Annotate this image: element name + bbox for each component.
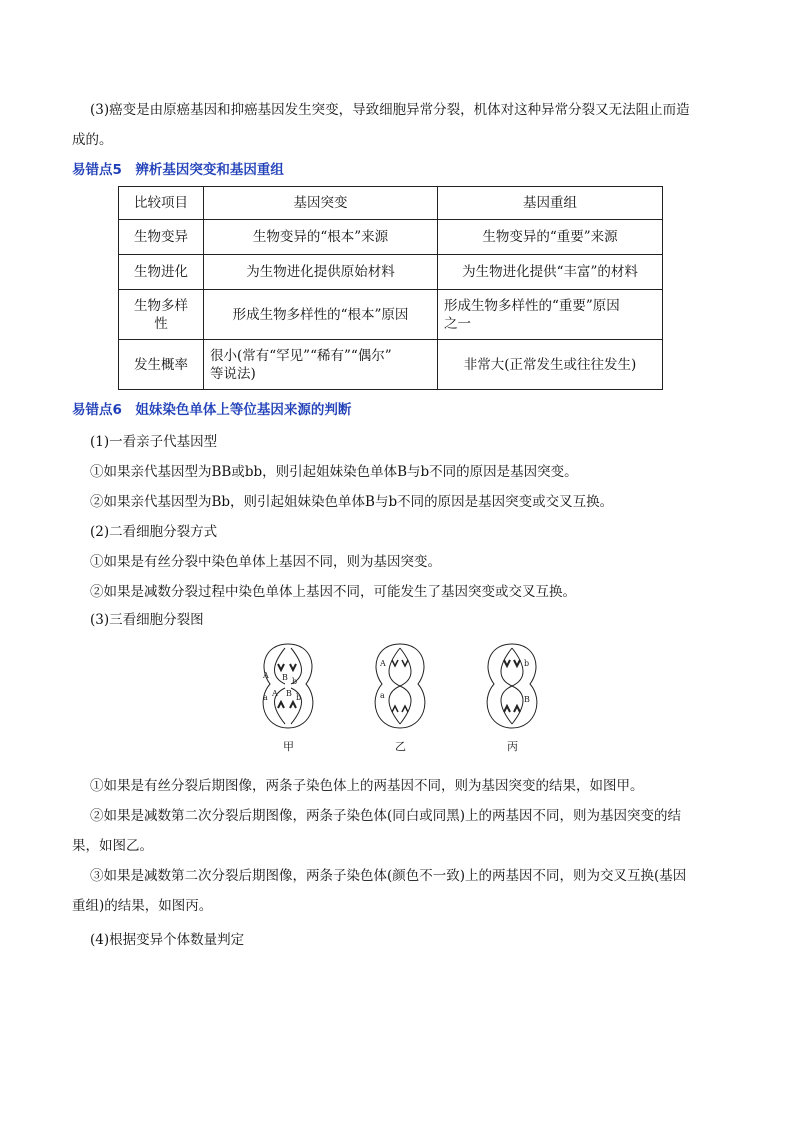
spindle-fiber xyxy=(501,648,523,724)
table-row xyxy=(119,290,663,340)
table-row xyxy=(119,340,663,390)
table-cell-line: 等说法) xyxy=(210,365,256,382)
section-1-title: (1)一看亲子代基因型 xyxy=(90,434,218,450)
section-1-item-b: ②如果亲代基因型为Bb，则引起姐妹染色单体B与b不同的原因是基因突变或交叉互换。 xyxy=(90,494,614,510)
table-cell-line: 形成生物多样性的“重要”原因 xyxy=(444,297,620,314)
cell-yi xyxy=(375,644,425,728)
table-header-cell: 基因突变 xyxy=(204,187,438,220)
gene-label: b xyxy=(292,677,298,686)
conclusion-2-line1: ②如果是减数第二次分裂后期图像，两条子染色体(同白或同黑)上的两基因不同，则为基因突变的结 xyxy=(90,808,682,824)
gene-label: A xyxy=(380,659,386,668)
table-cell: 为生物进化提供“丰富”的材料 xyxy=(438,255,663,290)
table-cell: 生物变异 xyxy=(119,220,204,255)
table-cell: 生物进化 xyxy=(119,255,204,290)
cell-division-figure xyxy=(250,636,550,736)
table-header-row xyxy=(119,187,663,220)
conclusion-2-line2: 果，如图乙。 xyxy=(72,838,153,854)
figure-caption-bing: 丙 xyxy=(507,740,518,753)
chromosome-mark xyxy=(278,664,296,708)
table-header-cell: 比较项目 xyxy=(119,187,204,220)
heading-error-point-6: 易错点6 姐妹染色单体上等位基因来源的判断 xyxy=(72,402,352,418)
section-4-title: (4)根据变异个体数量判定 xyxy=(90,932,245,948)
table-header-cell: 基因重组 xyxy=(438,187,663,220)
gene-label: b xyxy=(524,659,530,668)
table-cell: 为生物进化提供原始材料 xyxy=(204,255,438,290)
gene-label: b xyxy=(296,693,302,702)
cell-jia xyxy=(262,644,313,728)
table-cell: 生物变异的“重要”来源 xyxy=(438,220,663,255)
table-row xyxy=(119,255,663,290)
gene-label: B xyxy=(282,673,288,682)
section-2-item-b: ②如果是减数分裂过程中染色单体上基因不同，可能发生了基因突变或交叉互换。 xyxy=(90,584,576,600)
gene-label: A xyxy=(272,689,278,698)
section-2-title: (2)二看细胞分裂方式 xyxy=(90,524,218,540)
paragraph-cancer-line1: (3)癌变是由原癌基因和抑癌基因发生突变，导致细胞异常分裂，机体对这种异常分裂又无法阻止而造 xyxy=(90,102,690,118)
conclusion-3-line2: 重组)的结果，如图丙。 xyxy=(72,898,213,914)
gene-label: a xyxy=(263,693,268,702)
cell-bing xyxy=(487,644,537,728)
table-cell xyxy=(438,290,663,340)
figure-caption-yi: 乙 xyxy=(395,740,406,753)
gene-label: B xyxy=(286,689,292,698)
figure-caption-jia: 甲 xyxy=(283,740,294,753)
paragraph-cancer-line2: 成的。 xyxy=(72,132,113,148)
gene-label: A xyxy=(263,671,269,680)
conclusion-1: ①如果是有丝分裂后期图像，两条子染色体上的两基因不同，则为基因突变的结果，如图甲。 xyxy=(90,778,644,794)
table-cell xyxy=(204,340,438,390)
table-cell: 形成生物多样性的“根本”原因 xyxy=(204,290,438,340)
cell-membrane xyxy=(263,644,313,728)
conclusion-3-line1: ③如果是减数第二次分裂后期图像，两条子染色体(颜色不一致)上的两基因不同，则为交叉互换(基因 xyxy=(90,868,687,884)
spindle-fiber xyxy=(389,648,411,724)
table-row xyxy=(119,220,663,255)
table-cell-line: 之一 xyxy=(444,315,471,332)
table-cell-line: 很小(常有“罕见”“稀有”“偶尔” xyxy=(210,347,392,364)
table-cell: 生物变异的“根本”来源 xyxy=(204,220,438,255)
spindle-fiber xyxy=(275,648,302,724)
gene-label: a xyxy=(380,691,385,700)
table-cell: 发生概率 xyxy=(119,340,204,390)
table-cell-line: 性 xyxy=(154,315,168,332)
comparison-table xyxy=(118,186,663,390)
section-3-title: (3)三看细胞分裂图 xyxy=(90,612,204,628)
table-cell xyxy=(119,290,204,340)
section-1-item-a: ①如果亲代基因型为BB或bb，则引起姐妹染色单体B与b不同的原因是基因突变。 xyxy=(90,464,578,480)
table-cell: 非常大(正常发生或往往发生) xyxy=(438,340,663,390)
heading-error-point-5: 易错点5 辨析基因突变和基因重组 xyxy=(72,162,284,178)
gene-label: B xyxy=(524,695,530,704)
table-cell-line: 生物多样 xyxy=(134,297,188,314)
section-2-item-a: ①如果是有丝分裂中染色单体上基因不同，则为基因突变。 xyxy=(90,554,441,570)
